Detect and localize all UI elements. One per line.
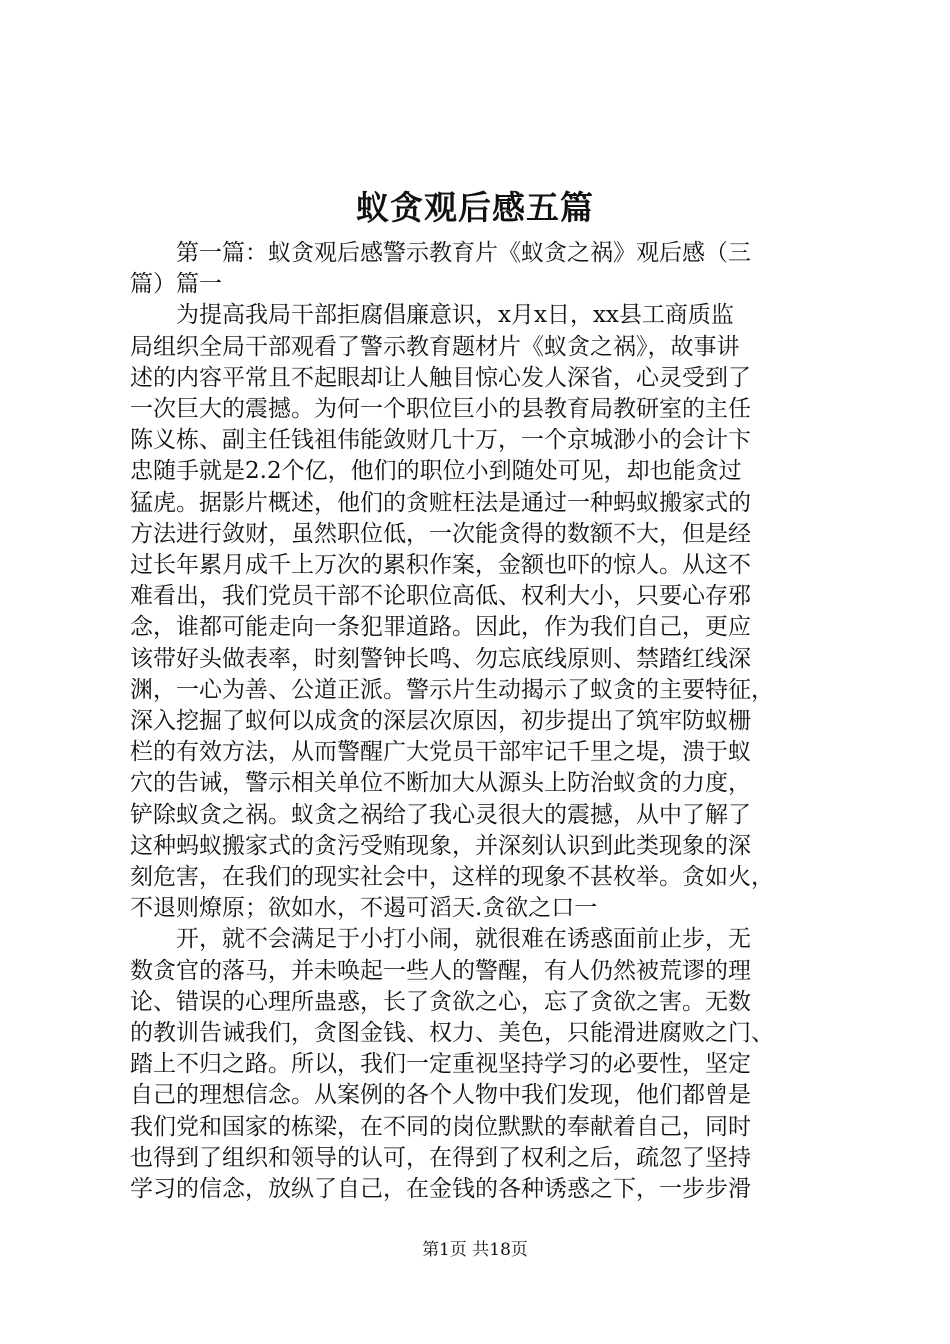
document-body: [130, 238, 830, 1205]
paragraph-1: 为提高我局干部拒腐倡廉意识，x月x日，xx县工商质监 局组织全局干部观看了警示教育题材片《蚁贪之祸》，故事讲 述的内容平常且不起眼却让人触目惊心发人深省，心灵受到了 一次巨大的震撼。为何一个职位巨小的县教育局教研室的主任 陈义栋、副主任钱祖伟能敛财几十万，一个京城渺小的会计卞 忠随手就是2.2个亿，他们的职位小到随处可见，却也能贪过 猛虎。据影片概述，他们的贪赃枉法是通过一种蚂蚁搬家式的 方法进行敛财，虽然职位低，一次能贪得的数额不大，但是经 过长年累月成千上万次的累积作案，金额也吓的惊人。从这不 难看出，我们党员干部不论职位高低、权利大小，只要心存邪 念，谁都可能走向一条犯罪道路。因此，作为我们自己，更应 该带好头做表率，时刻警钟长鸣、勿忘底线原则、禁踏红线深 渊，一心为善、公道正派。警示片生动揭示了蚁贪的主要特征， 深入挖掘了蚁何以成贪的深层次原因，初步提出了筑牢防蚁栅 栏的有效方法，从而警醒广大党员干部牢记千里之堤，溃于蚁 穴的告诫，警示相关单位不断加大从源头上防治蚁贪的力度， 铲除蚁贪之祸。蚁贪之祸给了我心灵很大的震撼，从中了解了 这种蚂蚁搬家式的贪污受贿现象，并深刻认识到此类现象的深 刻危害，在我们的现实社会中，这样的现象不甚枚举。贪如火， 不退则燎原；欲如水，不遏可滔天.贪欲之口一: [130, 302, 774, 922]
paragraph-2: 开，就不会满足于小打小闹，就很难在诱惑面前止步，无 数贪官的落马，并未唤起一些人的警醒，有人仍然被荒谬的理 论、错误的心理所蛊惑，长了贪欲之心，忘了贪欲之害。无数 的教训告诫我们，贪图金钱、权力、美色，只能滑进腐败之门、 踏上不归之路。所以，我们一定重视坚持学习的必要性，坚定 自己的理想信念。从案例的各个人物中我们发现，他们都曾是 我们党和国家的栋梁，在不同的岗位默默的奉献着自己，同时 也得到了组织和领导的认可，在得到了权利之后，疏忽了坚持 学习的信念，放纵了自己，在金钱的各种诱惑之下，一步步滑: [130, 926, 774, 1203]
paragraph-heading: 第一篇：蚁贪观后感警示教育片《蚁贪之祸》观后感（三 篇）篇一: [130, 240, 751, 298]
page-footer: 第1页 共18页: [422, 1240, 528, 1260]
document-title: 蚁贪观后感五篇: [356, 188, 594, 227]
